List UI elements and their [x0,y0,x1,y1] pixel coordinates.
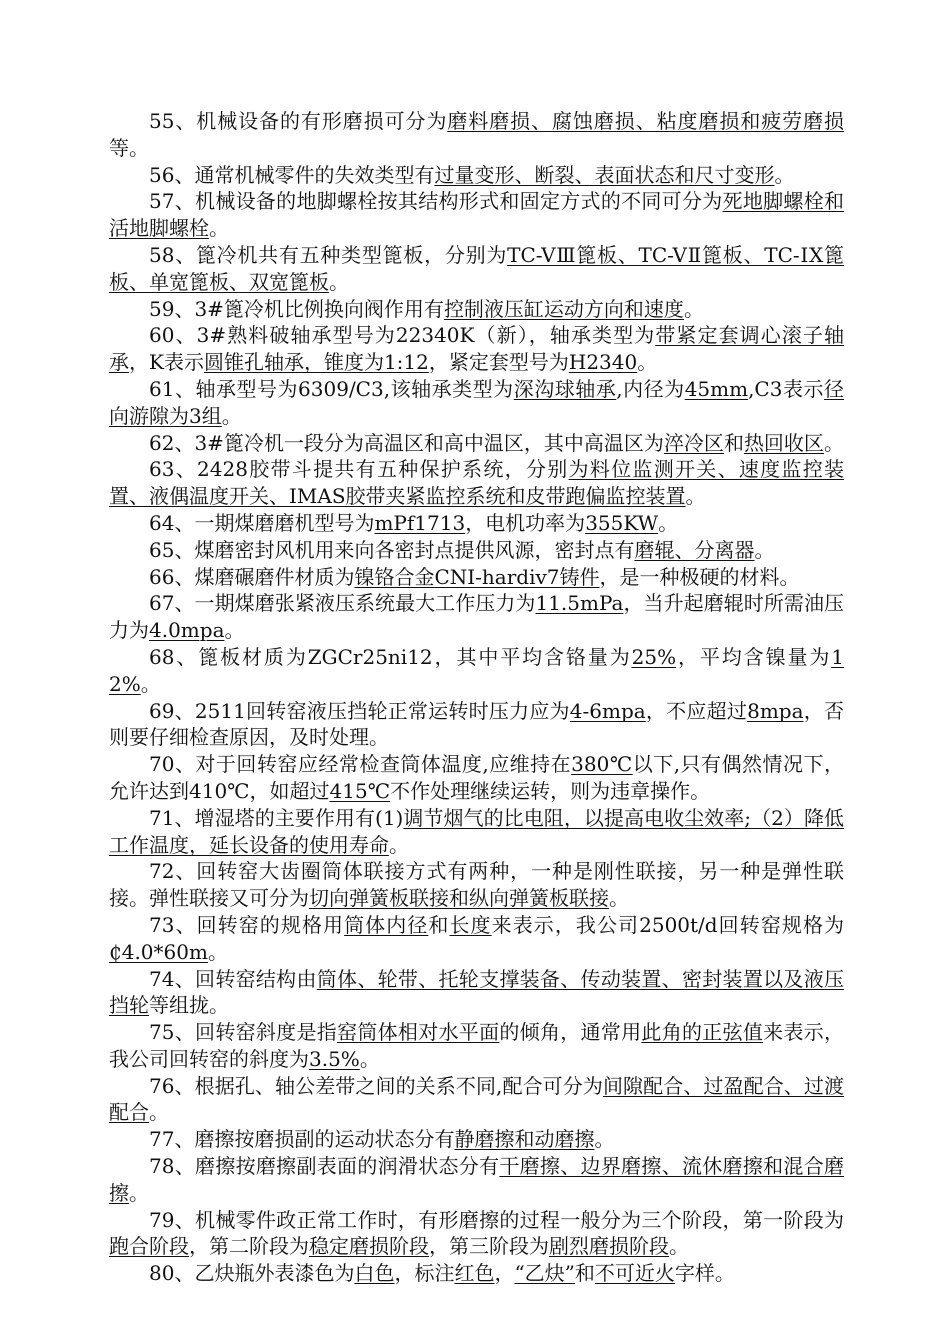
question-text: 58、篦冷机共有五种类型篦板，分别为 [149,242,508,267]
question-text: 。 [209,216,229,241]
answer-text: 跑合阶段 [109,1234,189,1259]
answer-text: 380℃ [571,752,633,777]
question-item [109,590,844,644]
question-text: 71、增湿塔的主要作用有(1) [149,805,404,830]
question-text: 70、对于回转窑应经常检查筒体温度,应维持在 [149,752,572,777]
answer-text: 11.5mPa [535,591,624,616]
answer-text: 12% [109,644,844,696]
question-text: 等组拢。 [149,993,229,1018]
answer-text: H2340 [568,350,638,375]
answer-text: 415℃ [329,778,391,803]
question-item [109,1207,844,1261]
answer-text: 镍铬合金CNI-hardiv7铸件 [354,564,600,589]
question-text: 。 [658,510,679,535]
question-text: 72、回转窑大齿圈筒体联接方式有两种，一种是刚性联接，另一种是弹性联接。弹性联接又可分为 [109,859,844,911]
question-text: ,C3表示 [748,376,825,401]
question-text: 。 [683,296,704,321]
question-text: ，不应超过 [645,698,748,723]
question-text: 。 [389,832,409,857]
answer-text: 磨料磨损、腐蚀磨损、粘度磨损和疲劳磨损 [447,109,845,133]
answer-text: 控制液压缸运动方向和速度 [443,296,684,321]
answer-text: 长度 [449,912,492,937]
question-text: 和 [428,912,450,937]
question-item [109,751,844,805]
question-item [109,456,844,510]
question-item [109,162,844,189]
answer-text: 静磨擦和动磨擦 [454,1127,595,1152]
question-text: ， [494,1261,515,1286]
question-text: 62、3#篦冷机一段分为高温区和高中温区，其中高温区为 [149,430,664,455]
answer-text: 白色 [354,1261,395,1286]
answer-text: 间隙配合、过盈配合、过渡配合 [109,1073,844,1125]
question-item [109,510,844,537]
question-text: 等。 [109,135,149,160]
question-text: ，紧定套型号为 [428,350,569,375]
question-text: 63、2428胶带斗提共有五种保护系统，分别 [149,457,569,482]
question-item [109,1260,844,1287]
question-item [109,296,844,323]
question-text: 76、根据孔、轴公差带之间的关系不同,配合可分为 [149,1073,603,1098]
answer-text: 圆锥孔轴承，锥度为1:12 [203,350,429,375]
question-text: 64、一期煤磨磨机型号为 [149,510,375,535]
question-text: 。 [609,886,629,911]
answer-text: 窑筒体相对水平面 [337,1020,500,1045]
question-text: 。 [594,1127,615,1152]
question-text: 。 [669,1234,689,1259]
answer-text: 径向游隙为3组 [109,376,845,428]
question-item [109,1126,844,1153]
question-text: ，第二阶段为 [189,1234,309,1259]
answer-text: 死地脚螺栓和活地脚螺栓 [109,189,845,241]
question-text: 79、机械零件政正常工作时，有形磨擦的过程一般分为三个阶段，第一阶段为 [149,1207,844,1232]
question-item [109,1153,844,1207]
answer-text: 筒体内径 [344,912,429,937]
question-text: ,内径为 [616,376,685,401]
question-text: 68、篦板材质为ZGCr25ni12，其中平均含铬量为 [149,644,632,669]
answer-text: mPf1713 [374,510,466,535]
answer-text: 带紧定套调心滚子轴承 [109,323,845,375]
question-item [109,430,844,457]
question-text: 。 [207,939,228,964]
question-text: 61、轴承型号为6309/C3,该轴承类型为 [149,376,514,401]
question-text: 74、回转窑结构由 [149,966,317,991]
question-text: 和 [723,430,744,455]
answer-text: 4.0mpa [149,618,225,643]
answer-text: TC-VⅢ篦板、TC-VⅡ篦板、TC-ⅠX篦板、单宽篦板、双宽篦板 [109,242,845,294]
question-text: 。 [637,350,658,375]
answer-text: 过量变形、断裂、表面状态和尺寸变形 [434,162,775,187]
question-text: 来表示，我公司2500t/d回转窑规格为 [491,912,845,937]
answer-text: 45mm [684,376,749,401]
question-text: 57、机械设备的地脚螺栓按其结构形式和固定方式的不同可分为 [149,189,723,214]
question-text: 67、一期煤磨张紧液压系统最大工作压力为 [149,591,536,616]
answer-text: 3.5% [309,1046,360,1071]
question-item [109,1019,844,1073]
answer-text: “乙炔” [514,1261,575,1286]
question-text: ，K表示 [129,350,204,375]
answer-text: 355KW [585,510,659,535]
question-text: ，当升起磨辊时所需油压力为 [109,591,845,643]
question-text: 56、通常机械零件的失效类型有 [149,162,435,187]
question-text: 。 [359,1046,380,1071]
answer-text: 切向弹簧板联接和纵向弹簧板联接 [309,886,609,911]
question-text: 73、回转窑的规格用 [149,912,345,937]
answer-text: 调节烟气的比电阻，以提高电收尘效率;（2）降低工作温度，延长设备的使用寿命 [109,805,845,857]
question-text: 59、3#篦冷机比例换向阀作用有 [149,296,444,321]
answer-text: 干磨擦、边界磨擦、流休磨擦和混合磨擦 [109,1154,845,1205]
question-item [109,188,844,242]
question-text: ，电机功率为 [465,510,586,535]
question-text: 以下,只有偶然情况下，允许达到410℃，如超过 [109,752,845,803]
question-text: ，是一种极硬的材料。 [599,564,800,589]
answer-text: 稳定磨损阶段 [309,1234,429,1259]
question-text: 来表示，我公司回转窑的斜度为 [109,1020,845,1071]
question-text: 的倾角，通常用 [499,1020,642,1045]
question-item [109,1073,844,1127]
question-item [109,537,844,564]
answer-text: 筒体、轮带、托轮支撑装备、传动装置、密封装置以及液压挡轮 [109,966,844,1018]
answer-text: 8mpa [747,698,804,723]
question-text: 77、磨擦按磨损副的运动状态分有 [149,1127,455,1152]
question-text: 55、机械设备的有形磨损可分为 [149,109,448,133]
question-text: 75、回转窑斜度是指 [149,1020,338,1045]
question-text: 和 [574,1261,595,1286]
answer-text: 4-6mpa [569,698,646,723]
answer-text: 为料位监测开关、速度监控装置、液偶温度开关、IMAS胶带夹紧监控系统和皮带跑偏监控装置 [109,457,845,509]
question-text: 69、2511回转窑液压挡轮正常运转时压力应为 [149,698,570,723]
question-text: 78、磨擦按磨擦副表面的润滑状态分有 [149,1154,500,1179]
question-item [109,644,844,698]
answer-text: 淬冷区 [663,430,724,455]
question-text: 。 [685,484,706,509]
answer-text: 不可近火 [594,1261,675,1286]
question-item [109,242,844,296]
question-text: 。 [129,1180,149,1205]
question-item [109,805,844,859]
question-text: 。 [754,537,775,562]
question-text: ，否则要仔细检查原因，及时处理。 [109,698,844,750]
question-item [109,376,844,430]
question-text: 60、3#熟料破轴承型号为22340K（新），轴承类型为 [149,323,656,348]
answer-text: 25% [631,644,677,669]
question-text: 。 [140,671,161,696]
question-text: 。 [221,403,242,428]
answer-text: 深沟球轴承 [513,376,617,401]
question-text: 。 [329,269,349,294]
question-text: 。 [149,1100,169,1125]
answer-text: 热回收区 [743,430,824,455]
answer-text: 此角的正弦值 [641,1020,764,1045]
answer-text: 磨辊、分离器 [634,537,755,562]
question-text: ，第三阶段为 [429,1234,549,1259]
question-list [109,108,844,1287]
question-item [109,966,844,1020]
question-item [109,108,844,162]
question-text: 。 [224,618,245,643]
question-item [109,564,844,591]
answer-text: 剧烈磨损阶段 [549,1234,669,1259]
question-item [109,912,844,966]
question-text: ，平均含镍量为 [676,644,832,669]
question-text: 不作处理继续运转，则为违章操作。 [390,778,711,803]
question-item [109,322,844,376]
question-text: 。 [774,162,795,187]
answer-text: 红色 [454,1261,495,1286]
question-text: 65、煤磨密封风机用来向各密封点提供风源，密封点有 [149,537,635,562]
question-text: 66、煤磨碾磨件材质为 [149,564,355,589]
question-item [109,698,844,752]
answer-text: ₵4.0*60m [109,939,208,964]
question-text: 80、乙炔瓶外表漆色为 [149,1261,355,1286]
question-text: 字样。 [674,1261,735,1286]
question-text: ，标注 [394,1261,455,1286]
question-item [109,858,844,912]
question-text: 。 [823,430,844,455]
